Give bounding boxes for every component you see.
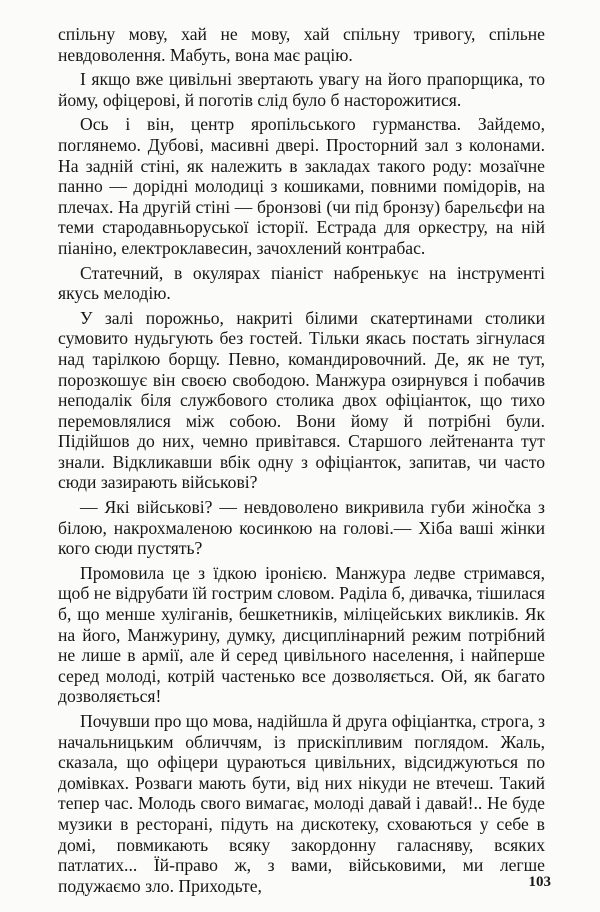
paragraph-2: І якщо вже цивільні звертають увагу на його прапорщика, то йому, офіцерові, й поготів слід було б насторожитися. bbox=[58, 69, 545, 110]
body-text bbox=[58, 24, 545, 900]
paragraph-6: — Які військові? — невдоволено викривила губи жінočка з білою, накрохмаленою косинкою на голові.— Хіба ваші жінки кого сюди пустять? bbox=[58, 497, 545, 559]
paragraph-1: спільну мову, хай не мову, хай спільну тривогу, спільне невдоволення. Мабуть, вона має рацію. bbox=[58, 24, 545, 65]
paragraph-4: Статечний, в окулярах піаніст набренькує на інструменті якусь мелодію. bbox=[58, 262, 545, 304]
paragraph-3: Ось і він, центр яропільського гурманства. Зайдемо, поглянемо. Дубові, масивні двері. Просторний зал з колонами. На задній стіні, як належить в закладах такого роду: мозаїчне панно — дорідні молодиці з кошиками, повними помідорів, на плечах. На другій стіні — бронзові (чи під бронзу) барельєфи на теми стародавньоруської історії. Естрада для оркестру, на ній піаніно, електроклавесин, зачохлений контрабас. bbox=[58, 114, 545, 258]
paragraph-8: Почувши про що мова, надійшла й друга офіціантка, строга, з начальницьким обличчям, із прискіпливим поглядом. Жаль, сказала, що офіцери цураються цивільних, відсиджуються по домівках. Розваги мають бути, від них нікуди не втечеш. Такий тепер час. Молодь свого вимагає, молоді давай і давай!.. Не буде музики в ресторані, підуть на дискотеку, сховаються у себе в домі, повмикають всяку закордонну галасняву, всяких патлатих... Їй-право ж, з вами, військовими, ми легше подужаємо зло. Приходьте, bbox=[58, 711, 545, 896]
paragraph-5: У залі порожньо, накриті білими скатертинами столики сумовито нудьгують без гостей. Тільки якась постать зігнулася над тарілкою борщу. Певно, командировочний. Де, як не тут, порозкошує він своєю свободою. Манжура озирнувся і побачив неподалік біля службового столика двох офіціанток, що тихо перемовлялися між собою. Вони йому й потрібні були. Підійшов до них, чемно привітався. Старшого лейтенанта тут знали. Відкликавши вбік одну з офіціанток, запитав, чи часто сюди зазирають військові? bbox=[58, 307, 545, 493]
page-number: 103 bbox=[528, 874, 551, 890]
paragraph-7: Промовила це з їдкою іронією. Манжура ледве стримався, щоб не відрубати їй гострим словом. Раділа б, дивачка, тішилася б, що менше хуліганів, бешкетників, міліцейських викликів. Як на його, Манжурину, думку, дисциплінарний режим потрібний не лише в армії, але й серед цивільного населення, і найперше серед молоді, котрій частенько все дозволяється. Ой, як багато дозволяється! bbox=[58, 562, 545, 707]
